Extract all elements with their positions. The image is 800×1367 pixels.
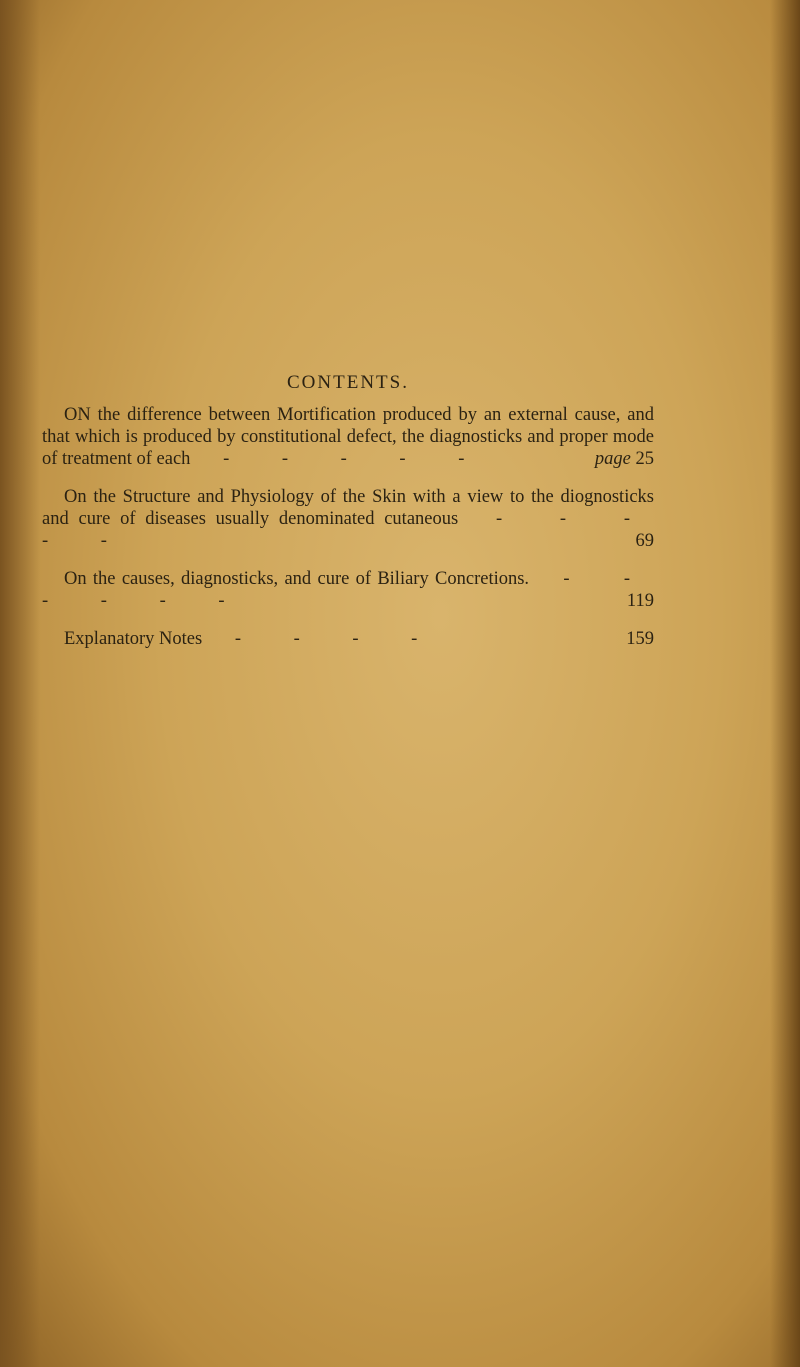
contents-entry-1 xyxy=(42,404,654,470)
entry-title: ON the difference between Mortification produced by an external cause, and that which is produced by constitutional defect, the diagnosticks and proper mode of treatment of each xyxy=(42,405,654,469)
dot-leader: - - - - - - xyxy=(42,569,654,611)
contents-entry-4 xyxy=(42,628,654,650)
page-prefix: page xyxy=(594,449,631,469)
entry-title: Explanatory Notes xyxy=(64,629,203,649)
dot-leader: - - - - - xyxy=(223,449,489,469)
dot-leader: - - - - xyxy=(234,629,442,649)
page-number: 69 xyxy=(635,531,654,551)
entry-title: On the causes, diagnosticks, and cure of Biliary Concretions. xyxy=(64,569,530,589)
page-shadow-left xyxy=(0,0,40,1367)
page-shadow-right xyxy=(770,0,800,1367)
contents-entry-3 xyxy=(42,568,654,612)
page-number: 25 xyxy=(635,449,654,469)
contents-entry-2 xyxy=(42,486,654,552)
page-number: 119 xyxy=(626,591,654,611)
page-number: 159 xyxy=(626,629,654,649)
entry-page xyxy=(573,448,654,470)
contents-heading: CONTENTS. xyxy=(287,372,409,393)
dot-leader: - - - - - xyxy=(42,509,655,551)
entry-title: On the Structure and Physiology of the Skin with a view to the diognosticks and cure of diseases usually denominated cutaneous xyxy=(42,487,654,529)
contents-page xyxy=(42,372,654,666)
